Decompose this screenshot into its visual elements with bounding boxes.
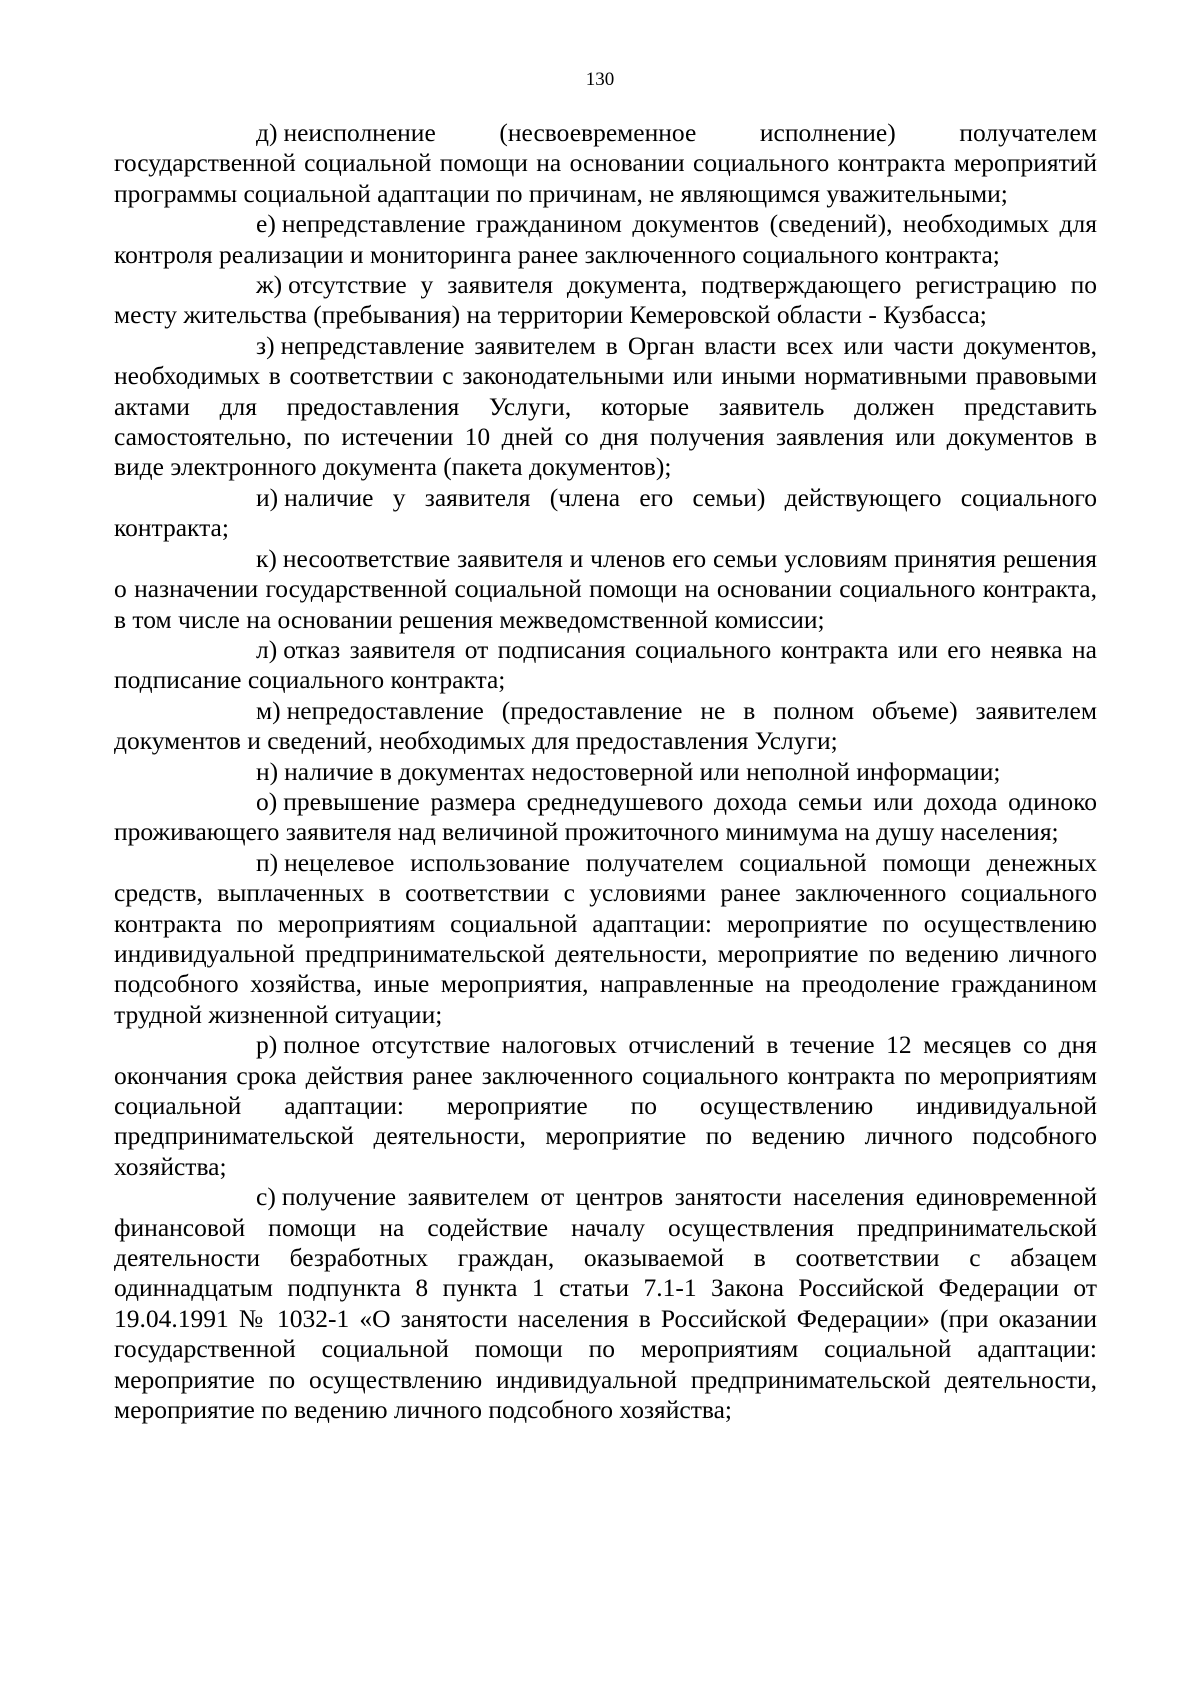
list-item-k [114, 544, 1097, 635]
list-item-marker: н) [256, 756, 279, 786]
document-body [114, 118, 1097, 1425]
list-item-text: отсутствие у заявителя документа, подтверждающего регистрацию по месту жительства (пребывания) на территории Кемеровской области - Кузбасса; [114, 270, 1097, 330]
list-item-text: наличие у заявителя (члена его семьи) действующего социального контракта; [114, 482, 1097, 543]
list-item-n [114, 757, 1097, 787]
list-item-marker: ж) [256, 270, 283, 300]
list-item-e [114, 209, 1097, 270]
list-item-d [114, 118, 1097, 209]
list-item-zh [114, 270, 1097, 331]
list-item-text: получение заявителем от центров занятости населения единовременной финансовой помощи на содействие началу осуществления предпринимательской деятельности безработных граждан, оказываемой в соответствии с абзацем одиннадцатым подпункта 8 пункта 1 статьи 7.1-1 Закона Российской Федерации от 19.04.1991 № 1032-1 «О занятости населения в Российской Федерации» (при оказании государственной социальной помощи по мероприятиям социальной адаптации: мероприятие по осуществлению индивидуальной предпринимательской деятельности, мероприятие по ведению личного подсобного хозяйства; [114, 1182, 1097, 1425]
list-item-o [114, 787, 1097, 848]
list-item-text: непредставление заявителем в Орган власти всех или части документов, необходимых в соответствии с законодательными или иными нормативными правовыми актами для предоставления Услуги, которые заявитель должен представить самостоятельно, по истечении 10 дней со дня получения заявления или документов в виде электронного документа (пакета документов); [114, 330, 1097, 482]
list-item-marker: д) [256, 118, 278, 147]
list-item-marker: с) [256, 1182, 276, 1212]
list-item-p [114, 848, 1097, 1030]
list-item-text: полное отсутствие налоговых отчислений в течение 12 месяцев со дня окончания срока действия ранее заключенного социального контракта по мероприятиям социальной адаптации: мероприятие по осуществлению индивидуальной предпринимательской деятельности, мероприятие по ведению личного подсобного хозяйства; [114, 1030, 1097, 1181]
list-item-marker: к) [256, 543, 277, 573]
list-item-marker: з) [256, 330, 275, 360]
list-item-marker: л) [256, 634, 278, 664]
list-item-text: превышение размера среднедушевого дохода семьи или дохода одиноко проживающего заявителя над величиной прожиточного минимума на душу населения; [114, 786, 1097, 847]
list-item-marker: е) [256, 209, 276, 239]
list-item-text: несоответствие заявителя и членов его семьи условиям принятия решения о назначении государственной социальной помощи на основании социального контракта, в том числе на основании решения межведомственной комиссии; [114, 543, 1097, 634]
list-item-m [114, 696, 1097, 757]
list-item-marker: и) [256, 482, 279, 512]
list-item-r [114, 1030, 1097, 1182]
page-number: 130 [585, 69, 615, 90]
list-item-l [114, 635, 1097, 696]
list-item-marker: м) [256, 695, 281, 725]
list-item-z [114, 331, 1097, 483]
list-item-text: неисполнение (несвоевременное исполнение) получателем государственной социальной помощи на основании социального контракта мероприятий программы социальной адаптации по причинам, не являющимся уважительными; [114, 118, 1097, 208]
list-item-marker: п) [256, 847, 279, 877]
list-item-text: наличие в документах недостоверной или неполной информации; [284, 756, 1001, 786]
list-item-text: непредоставление (предоставление не в полном объеме) заявителем документов и сведений, необходимых для предоставления Услуги; [114, 695, 1097, 756]
list-item-text: непредставление гражданином документов (сведений), необходимых для контроля реализации и мониторинга ранее заключенного социального контракта; [114, 209, 1097, 269]
list-item-marker: о) [256, 786, 278, 816]
list-item-i [114, 483, 1097, 544]
list-item-text: отказ заявителя от подписания социального контракта или его неявка на подписание социального контракта; [114, 634, 1097, 695]
list-item-text: нецелевое использование получателем социальной помощи денежных средств, выплаченных в соответствии с условиями ранее заключенного социального контракта по мероприятиям социальной адаптации: мероприятие по осуществлению индивидуальной предпринимательской деятельности, мероприятие по ведению личного подсобного хозяйства, иные мероприятия, направленные на преодоление гражданином трудной жизненной ситуации; [114, 847, 1097, 1029]
list-item-s [114, 1182, 1097, 1425]
list-item-marker: р) [256, 1030, 278, 1060]
